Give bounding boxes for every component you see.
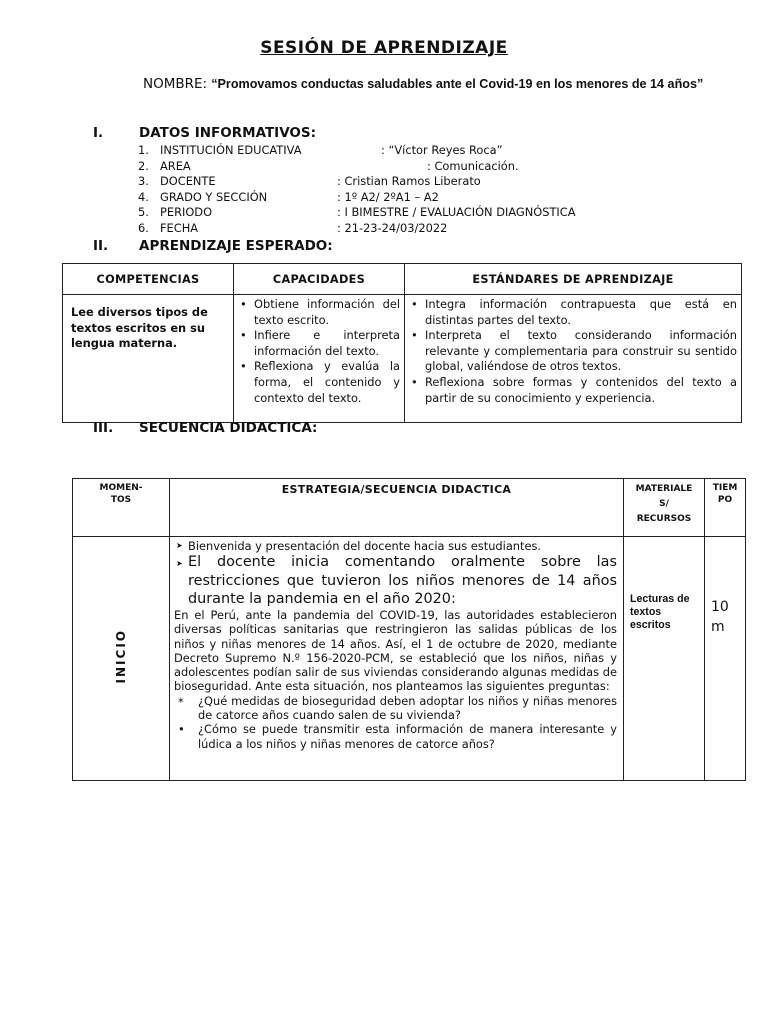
info-item-area: 2. AREA : Comunicación. — [138, 158, 519, 173]
question-item: * ¿Qué medidas de bioseguridad deben adoptar los niños y niñas menores de catorce años cuando salen de su vivienda? — [174, 694, 617, 723]
section-3-heading: III. SECUENCIA DIDACTICA: — [93, 420, 318, 436]
section-1-heading: I. DATOS INFORMATIVOS: — [93, 125, 317, 141]
page-title: SESIÓN DE APRENDIZAJE — [260, 38, 508, 58]
info-item-periodo: 5. PERIODO : I BIMESTRE / EVALUACIÓN DIAGNÓSTICA — [138, 205, 576, 220]
secuencia-didactica-table — [72, 478, 746, 781]
momento-inicio: INICIO — [114, 629, 128, 684]
header-momentos: MOMEN- TOS — [73, 479, 170, 537]
question-item: • ¿Cómo se puede transmitir esta información de manera interesante y lúdica a los niños y niñas menores de catorce años? — [174, 722, 617, 751]
momento-cell — [73, 537, 170, 781]
competencia-cell: Lee diversos tipos de textos escritos en su lengua materna. — [63, 295, 234, 423]
info-item-grado: 4. GRADO Y SECCIÓN : 1º A2/ 2ºA1 – A2 — [138, 189, 439, 204]
materiales-cell: Lecturas de textos escritos — [624, 537, 705, 781]
tiempo-cell: 10 m — [705, 537, 746, 781]
section-2-heading: II. APRENDIZAJE ESPERADO: — [93, 238, 333, 254]
session-name — [143, 76, 703, 92]
list-item: • Reflexiona sobre formas y contenidos del texto a partir de su conocimiento y experiencia. — [411, 375, 737, 406]
info-item-fecha: 6. FECHA : 21-23-24/03/2022 — [138, 220, 448, 235]
header-estrategia: ESTRATEGIA/SECUENCIA DIDACTICA — [170, 479, 624, 537]
estrategia-cell — [170, 537, 624, 781]
list-item: • Obtiene información del texto escrito. — [240, 297, 400, 328]
context-paragraph: En el Perú, ante la pandemia del COVID-19, las autoridades establecieron diversas políticas sanitarias que restringieron las salidas públicas de los niños y niñas menores de 14 años. Así, el 1 de octubre de 2020, mediante Decreto Supremo N.º 156-2020-PCM, se estableció que los niños, niñas y adolescentes podían salir de sus viviendas considerando algunas medidas de bioseguridad. Ante esta situación, nos planteamos las siguientes preguntas: — [174, 607, 617, 694]
capacidades-cell — [234, 295, 405, 423]
info-item-institucion: 1. INSTITUCIÓN EDUCATIVA : “Víctor Reyes Roca” — [138, 143, 503, 157]
header-competencias: COMPETENCIAS — [63, 264, 234, 295]
datos-informativos-list — [138, 143, 576, 237]
header-estandares: ESTÁNDARES DE APRENDIZAJE — [405, 264, 742, 295]
aprendizaje-esperado-table — [62, 263, 742, 423]
estandares-cell — [405, 295, 742, 423]
list-item: • Integra información contrapuesta que está en distintas partes del texto. — [411, 297, 737, 328]
list-item: ➤ El docente inicia comentando oralmente sobre las restricciones que tuvieron los niños menores de 14 años durante la pandemia en el año 2020: — [174, 553, 617, 608]
list-item: • Reflexiona y evalúa la forma, el contenido y contexto del texto. — [240, 359, 400, 406]
nombre-value: “Promovamos conductas saludables ante el Covid-19 en los menores de 14 años” — [211, 77, 704, 91]
nombre-label: NOMBRE: — [143, 76, 208, 92]
info-item-docente: 3. DOCENTE : Cristian Ramos Liberato — [138, 174, 481, 189]
list-item: • Infiere e interpreta información del texto. — [240, 328, 400, 359]
header-tiempo: TIEM PO — [705, 479, 746, 537]
list-item: • Interpreta el texto considerando información relevante y complementaria para construir su sentido global, valiéndose de otros textos. — [411, 328, 737, 375]
header-materiales: MATERIALE S/ RECURSOS — [624, 479, 705, 537]
header-capacidades: CAPACIDADES — [234, 264, 405, 295]
list-item: ➤ Bienvenida y presentación del docente hacia sus estudiantes. — [174, 539, 617, 553]
